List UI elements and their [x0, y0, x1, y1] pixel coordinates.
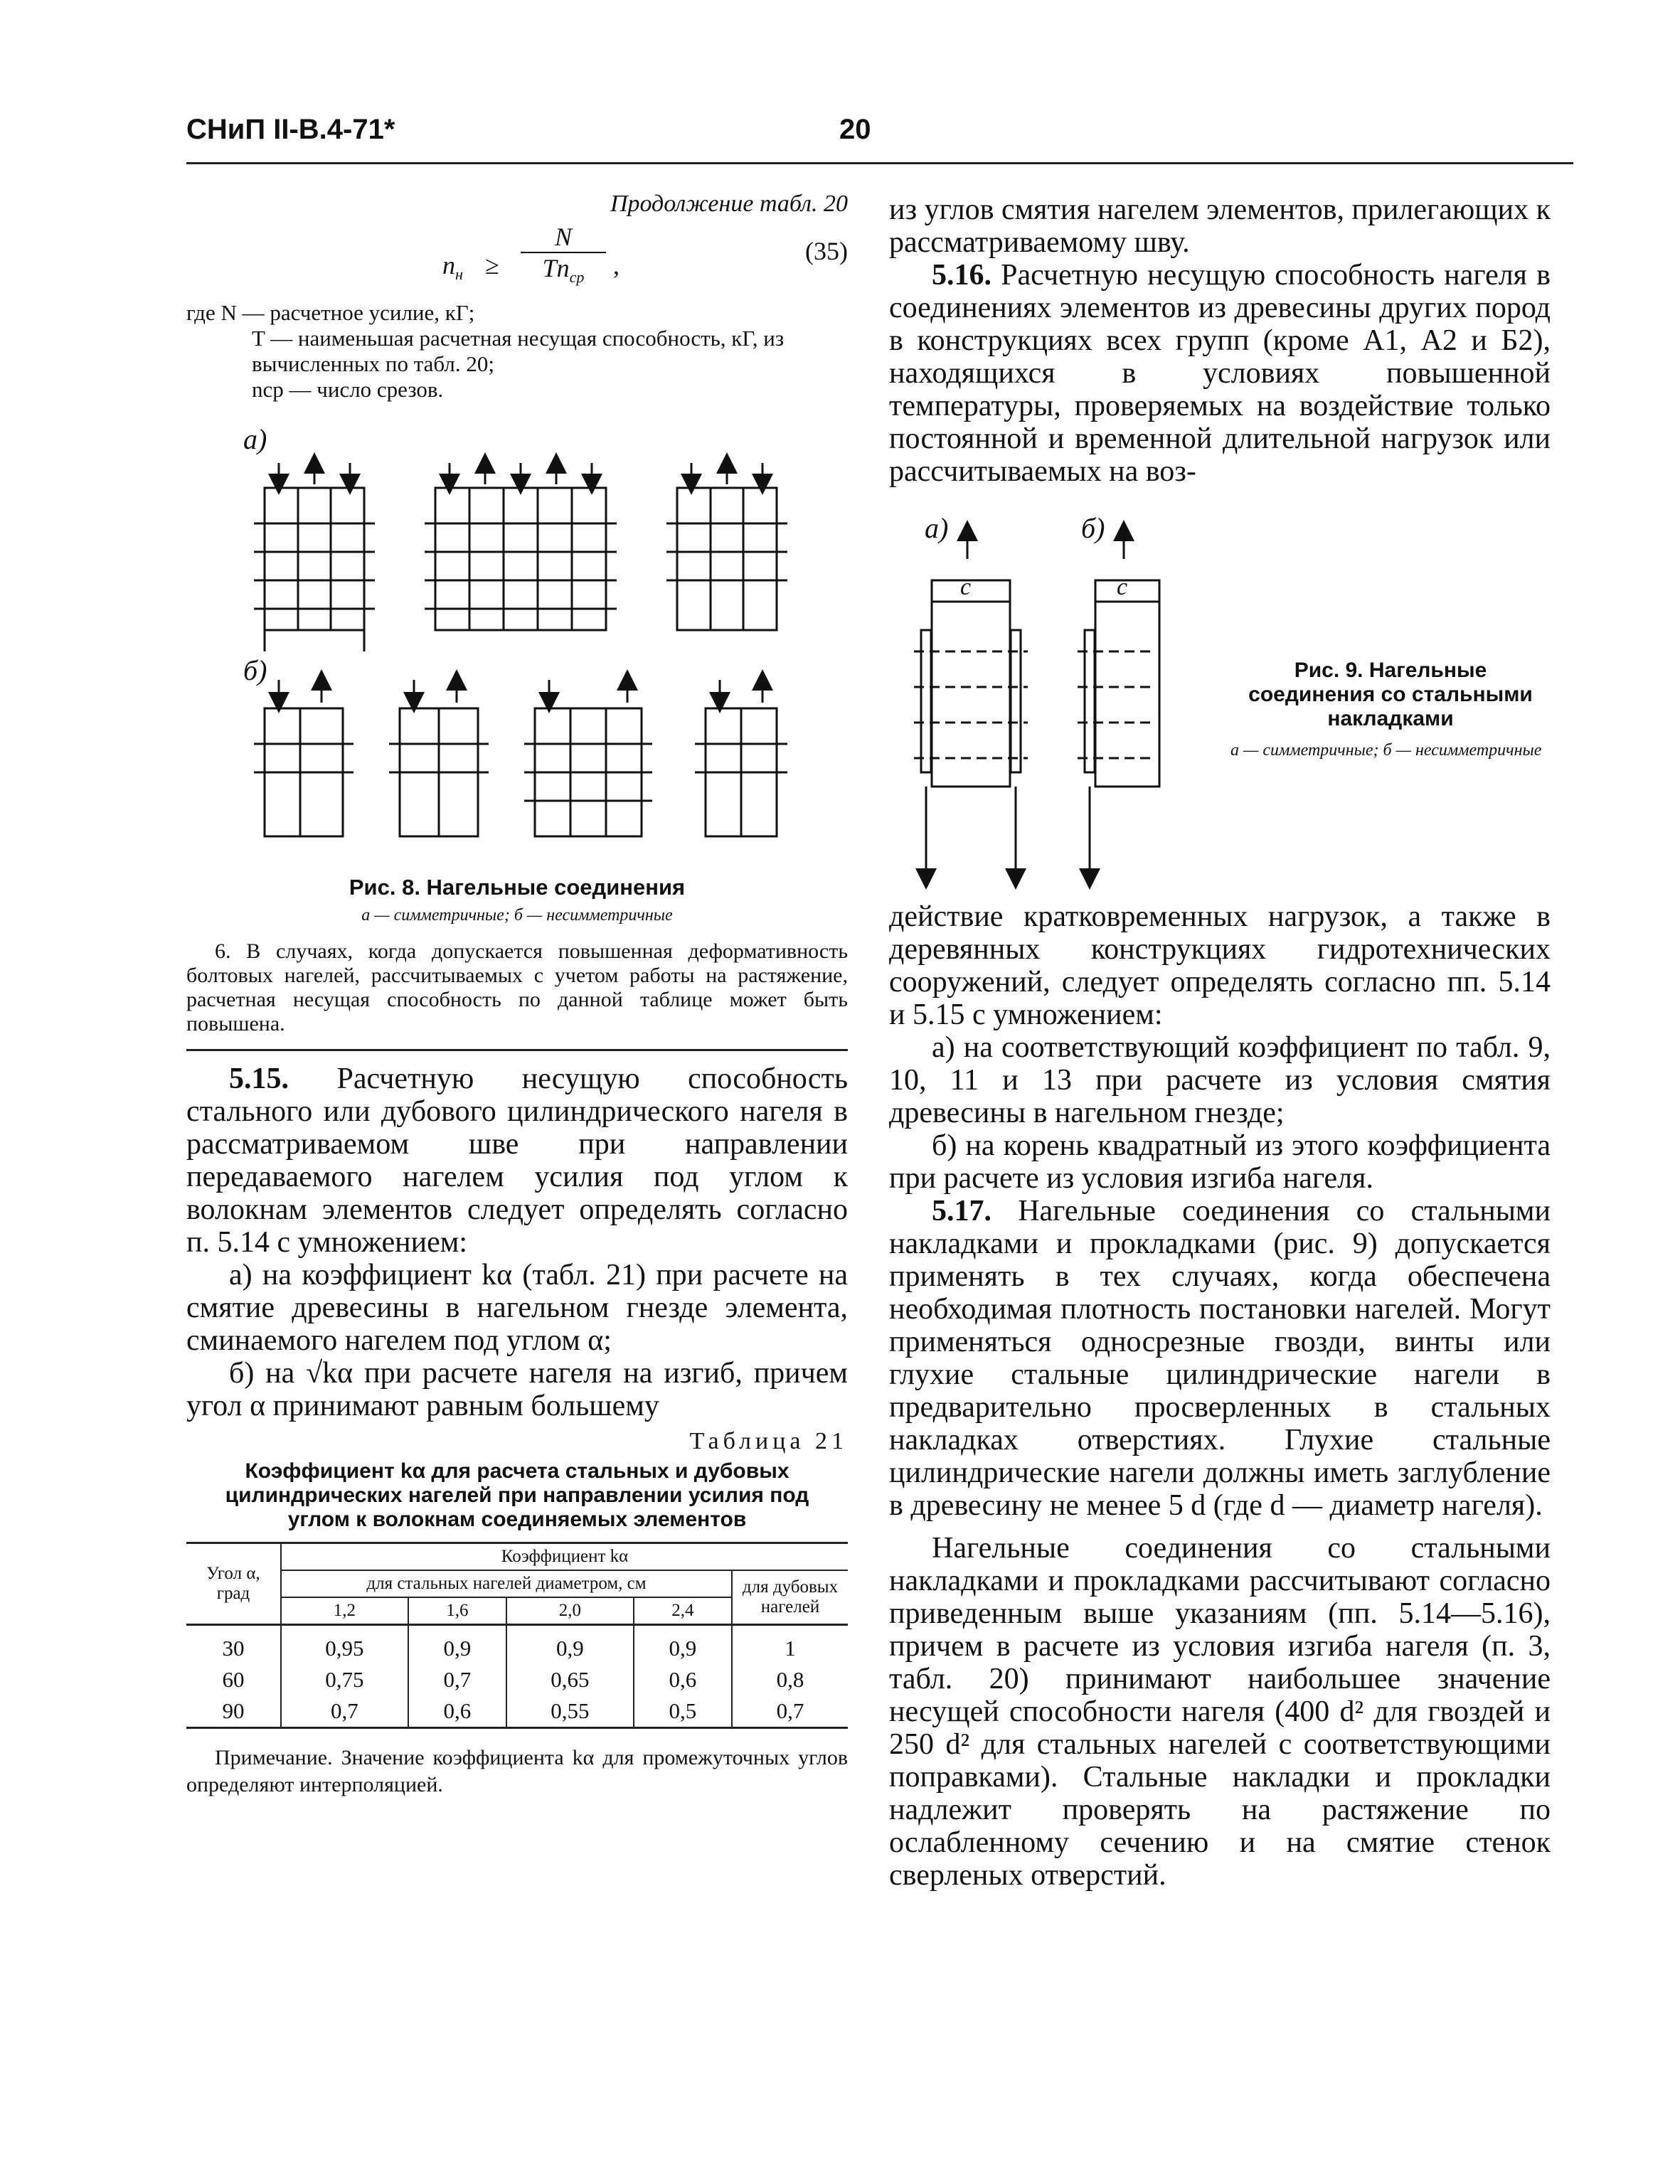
cell-angle: 90: [186, 1695, 281, 1728]
section-number: 5.15.: [229, 1062, 289, 1095]
fig9-dim-c-b: c: [1117, 574, 1128, 600]
formula-relation: ≥: [485, 251, 499, 279]
table21-note: Примечание. Значение коэффициента kα для промежуточных углов определяют интерполяцией.: [186, 1746, 848, 1796]
diameter-header: 1,6: [408, 1597, 506, 1625]
where-line: nср — число срезов.: [252, 377, 444, 402]
continued-text: из углов смятия нагелем элементов, прилегающих к рассматриваемому шву.: [889, 193, 1551, 259]
fig8-label-a: а): [243, 423, 267, 455]
item-b: б) на корень квадратный из этого коэффициента при расчете из условия изгиба нагеля.: [889, 1129, 1551, 1195]
section-text: Расчетную несущую способность стального или дубового цилиндрического нагеля в рассматриваемом шве при направлении передаваемого нагелем усилия под углом к волокнам элементов следует определять согласно п. 5.14 с умножением:: [186, 1062, 848, 1259]
section-number: 5.16.: [932, 259, 991, 292]
section-5-16: [889, 259, 1551, 488]
item-a: а) на соответствующий коэффициент по табл. 9, 10, 11 и 13 при расчете из условия смятия древесины в нагельном гнезде;: [889, 1031, 1551, 1129]
diameter-header: 2,4: [634, 1597, 732, 1625]
cell-oak: 0,8: [776, 1667, 804, 1692]
formula-lhs: $n_н$: [442, 251, 463, 284]
cell: 0,6: [634, 1664, 732, 1695]
fig8-subcaption: а — симметричные; б — несимметричные: [361, 906, 673, 925]
cell: 0,7: [281, 1695, 408, 1728]
table21-label: Таблица 21: [689, 1428, 848, 1454]
section-5-17: [889, 1195, 1551, 1892]
table-continuation: Продолжение табл. 20: [610, 191, 848, 217]
cell: 0,9: [408, 1625, 506, 1665]
where-line: T — наименьшая расчетная несущая способность, кГ, из вычисленных по табл. 20;: [252, 326, 785, 376]
section-text: действие кратковременных нагрузок, а также в деревянных конструкциях гидротехнических сооружений, следует определять согласно пп. 5.14 и 5.15 с умножением:: [889, 900, 1551, 1031]
cell-oak: 0,7: [732, 1695, 848, 1728]
cell: 0,6: [408, 1695, 506, 1728]
table-21: [186, 1542, 848, 1729]
figure-9: [889, 502, 1551, 900]
cell: 0,9: [634, 1625, 732, 1665]
left-column: [186, 192, 848, 1799]
formula-number: (35): [805, 237, 848, 265]
fig8-caption: Рис. 8. Нагельные соединения: [349, 875, 686, 900]
where-list: [186, 300, 848, 403]
figure-8: [186, 410, 848, 872]
diameter-header: 2,0: [506, 1597, 634, 1625]
table20-note-6: 6. В случаях, когда допускается повышенная деформативность болтовых нагелей, рассчитываемых с учетом работы на растяжение, расчетная несущая способность по данной таблице может быть повышена.: [186, 939, 848, 1035]
col-header-oak: для дубовых нагелей: [732, 1570, 848, 1625]
cell: 0,7: [408, 1664, 506, 1695]
section-divider: [186, 1049, 848, 1051]
formula-numerator: N: [554, 223, 572, 251]
table-row: [186, 1625, 848, 1665]
section-text: Расчетную несущую способность нагеля в соединениях элементов из древесины других пород в конструкциях всех групп (кроме А1, А2 и Б2), находящихся в условиях повышенной температуры, проверяемых на воздействие только постоянной и временной длительной нагрузок или рассчитываемых на воз-: [889, 259, 1551, 488]
formula-35: $n_н$ ≥ N $Tn_{ср}$ , (35): [442, 223, 848, 287]
section-5-16-cont: [889, 900, 1551, 1195]
cell: 0,9: [506, 1625, 634, 1665]
fig9-dim-c: c: [960, 574, 972, 600]
cell: 0,5: [634, 1695, 732, 1728]
cell-oak: 1: [785, 1636, 796, 1661]
section-number: 5.17.: [932, 1195, 991, 1227]
where-line: где N — расчетное усилие, кГ;: [186, 300, 475, 325]
col-header-steel: для стальных нагелей диаметром, см: [281, 1570, 732, 1597]
fig9-drawing: [889, 502, 1223, 900]
table-row: [186, 1695, 848, 1728]
fig9-label-a: а): [925, 512, 949, 544]
table-row: [186, 1664, 848, 1695]
page-number: 20: [839, 114, 871, 145]
formula-fraction: [521, 222, 606, 287]
cell: 0,65: [506, 1664, 634, 1695]
table21-title: Коэффициент kα для расчета стальных и дубовых цилиндрических нагелей при направлении усилия под углом к волокнам соединяемых элементов: [225, 1459, 809, 1531]
item-a: а) на коэффициент kα (табл. 21) при расчете на смятие древесины в нагельном гнезде элемента, сминаемого нагелем под углом α;: [186, 1259, 848, 1357]
cell-angle: 30: [186, 1625, 281, 1665]
item-b: б) на √kα при расчете нагеля на изгиб, причем угол α принимают равным большему: [186, 1357, 848, 1422]
col-header-angle: Угол α, град: [186, 1543, 281, 1625]
col-header-coef: Коэффициент kα: [281, 1543, 848, 1571]
fig9-subcaption: а — симметричные; б — несимметричные: [1230, 741, 1542, 760]
cell-angle: 60: [186, 1664, 281, 1695]
fig9-caption: Рис. 9. Нагельные соединения со стальными накладками: [1248, 659, 1533, 730]
cell: 0,55: [506, 1695, 634, 1728]
section-text-2: Нагельные соединения со стальными накладками и прокладками рассчитывают согласно приведенным выше указаниям (пп. 5.14—5.16), причем в расчете из условия изгиба нагеля (п. 3, табл. 20) принимают наибольшее значение несущей способности нагеля (400 d² для гвоздей и 250 d² для стальных нагелей с соответствующими поправками). Стальные накладки и прокладки надлежит проверять на растяжение по ослабленному сечению и на смятие стенок сверленых отверстий.: [889, 1532, 1551, 1892]
cell: 0,75: [281, 1664, 408, 1695]
document-code: СНиП II-В.4-71*: [186, 114, 395, 145]
diameter-header: 1,2: [281, 1597, 408, 1625]
formula-denominator: $Tn_{ср}$: [521, 252, 606, 287]
section-text: Нагельные соединения со стальными накладками и прокладками (рис. 9) допускается применять в тех случаях, когда обеспечена необходимая плотность постановки нагелей. Могут применяться односрезные гвозди, винты или глухие стальные цилиндрические нагели в предварительно просверленных в стальных накладках отверстиях. Глухие стальные цилиндрические нагели должны иметь заглубление в древесину не менее 5 d (где d — диаметр нагеля).: [889, 1195, 1551, 1522]
section-5-15: [186, 1062, 848, 1422]
header-rule: [186, 162, 1573, 164]
fig9-label-b: б): [1081, 512, 1105, 544]
right-column: [889, 193, 1551, 1892]
cell: 0,95: [281, 1625, 408, 1665]
fig8-label-b: б): [243, 654, 267, 686]
